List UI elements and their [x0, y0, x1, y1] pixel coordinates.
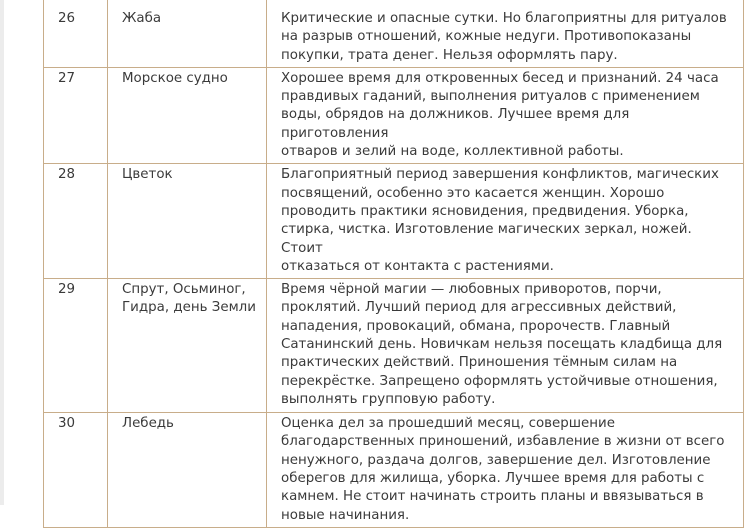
- day-number: 30: [58, 416, 76, 432]
- day-symbol: Лебедь: [122, 416, 174, 432]
- day-symbol-cell: [108, 0, 267, 67]
- day-number-cell: [44, 164, 108, 279]
- day-description: Время чёрной магии — любовных приворотов, порчи, проклятий. Лучший период для агрессивных действий, нападения, провокаций, обмана, пророчеств. Главный Сатанинский день. Новичкам нельзя посещать кладбища для практических действий. Приношения тёмным силам на перекрёстке. Запрещено оформлять устойчивые отношения, выполнять групповую работу.: [281, 282, 723, 407]
- day-description: Оценка дел за прошедший месяц, совершение благодарственных приношений, избавление в жизни от всего ненужного, раздача долгов, завершение дел. Изготовление оберегов для жилища, уборка. Лучшее время для работы с камнем. Не стоит начинать строить планы и ввязываться в новые начинания.: [281, 416, 725, 523]
- day-number-cell: [44, 0, 108, 67]
- day-symbol: Морское судно: [122, 70, 228, 86]
- day-symbol-cell: [108, 164, 267, 279]
- page-edge-strip: [0, 0, 4, 505]
- day-number: 26: [58, 11, 76, 26]
- day-description: Благоприятный период завершения конфликтов, магических посвящений, особенно это касается женщин. Хорошо проводить практики ясновидения, предвидения. Уборка, стирка, чистка. Изготовление магических зеркал, ножей. Стоит отказаться от контакта с растениями.: [281, 167, 719, 274]
- table-row: [44, 164, 744, 279]
- table-row: [44, 0, 744, 67]
- day-symbol-cell: [108, 279, 267, 413]
- day-description-cell: [267, 67, 744, 163]
- day-symbol: Спрут, Осьминог, Гидра, день Земли: [122, 282, 256, 316]
- table-row: [44, 413, 744, 528]
- day-description-cell: [267, 279, 744, 413]
- day-number: 27: [58, 70, 76, 86]
- lunar-days-table: [43, 0, 744, 528]
- table-row: [44, 67, 744, 163]
- day-number-cell: [44, 413, 108, 528]
- day-description: Критические и опасные сутки. Но благоприятны для ритуалов на разрыв отношений, кожные недуги. Противопоказаны покупки, трата денег. Нельзя оформлять пару.: [281, 11, 727, 63]
- day-number: 29: [58, 282, 76, 298]
- day-symbol: Жаба: [122, 11, 162, 26]
- day-description-cell: [267, 164, 744, 279]
- day-number: 28: [58, 167, 76, 183]
- day-number-cell: [44, 67, 108, 163]
- table-row: [44, 279, 744, 413]
- day-description-cell: [267, 413, 744, 528]
- day-symbol: Цветок: [122, 167, 173, 183]
- day-number-cell: [44, 279, 108, 413]
- day-symbol-cell: [108, 67, 267, 163]
- day-symbol-cell: [108, 413, 267, 528]
- day-description-cell: [267, 0, 744, 67]
- day-description: Хорошее время для откровенных бесед и признаний. 24 часа правдивых гаданий, выполнения ритуалов с применением воды, обрядов на должников. Лучшее время для приготовления отваров и зелий на воде, коллективной работы.: [281, 70, 719, 160]
